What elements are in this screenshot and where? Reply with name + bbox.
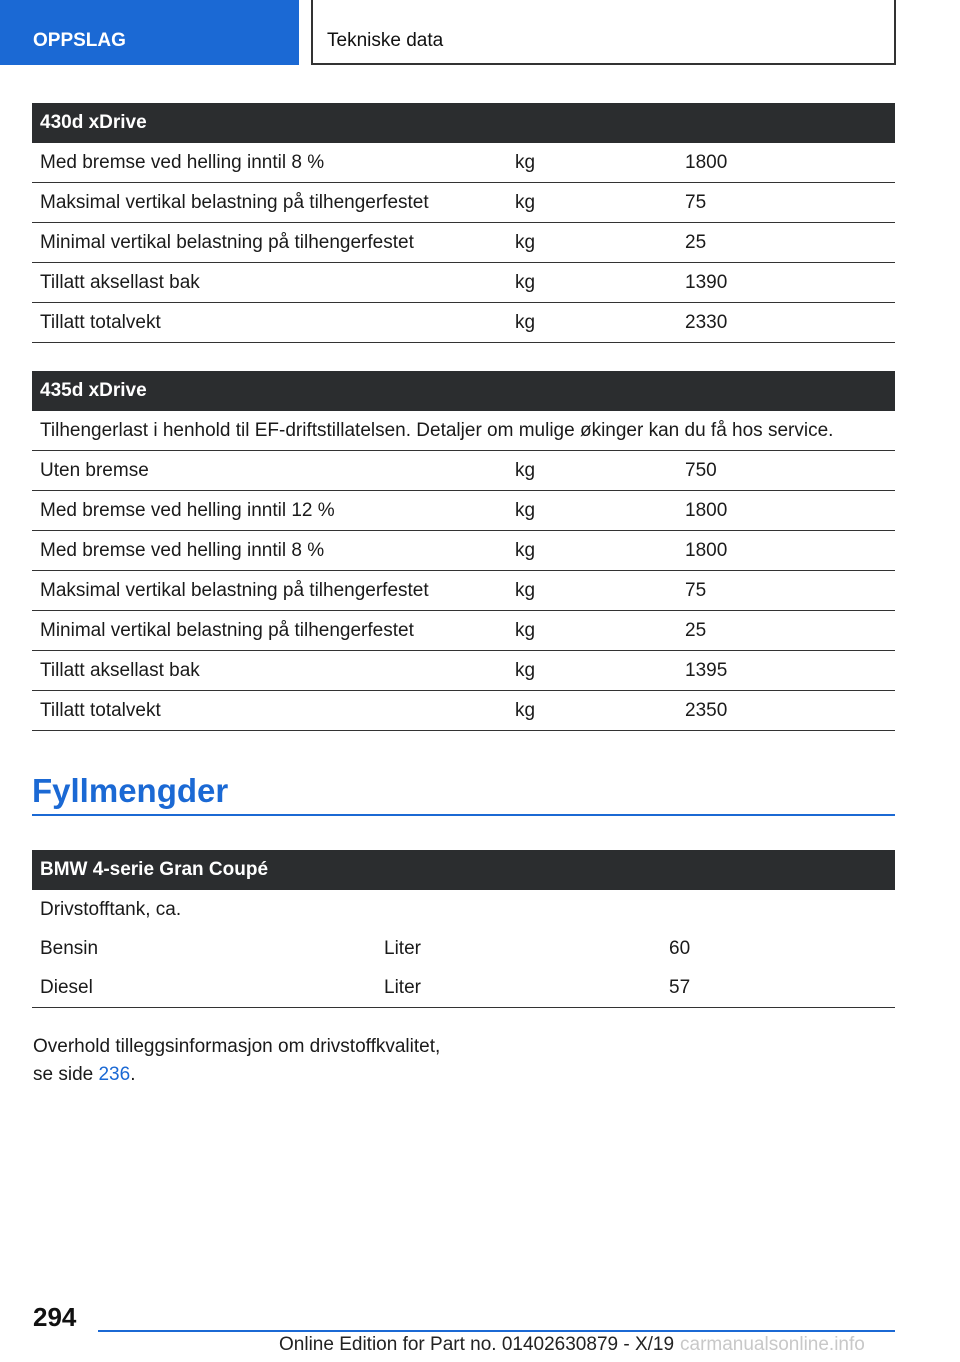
table-note: Tilhengerlast i henhold til EF-driftstillatelsen. Detaljer om mulige økinger kan du få hos service. — [32, 411, 895, 451]
note-line-2-suffix: . — [130, 1064, 136, 1085]
row-unit: kg — [507, 303, 677, 343]
row-value: 2350 — [677, 691, 895, 731]
row-value: 1800 — [677, 531, 895, 571]
row-value: 1800 — [677, 143, 895, 183]
row-label: Diesel — [32, 968, 376, 1008]
row-value: 2330 — [677, 303, 895, 343]
row-unit: Liter — [376, 968, 661, 1008]
table-header: BMW 4-serie Gran Coupé — [32, 850, 895, 890]
table-row — [32, 571, 895, 611]
row-value: 25 — [677, 223, 895, 263]
row-value: 60 — [669, 937, 691, 959]
section-title: Fyllmengder — [32, 772, 895, 816]
row-label: Med bremse ved helling inntil 8 % — [32, 531, 507, 571]
row-unit: kg — [507, 611, 677, 651]
watermark: carmanualsonline.info — [680, 1334, 865, 1355]
row-unit: kg — [507, 263, 677, 303]
footer-edition: Online Edition for Part no. 01402630879 - X/19 — [279, 1334, 675, 1355]
section-tab-label: OPPSLAG — [33, 30, 126, 51]
table-subtitle: Drivstofftank, ca. — [40, 898, 182, 920]
row-unit: kg — [507, 143, 677, 183]
table-row — [32, 691, 895, 731]
row-label: Med bremse ved helling inntil 8 % — [32, 143, 507, 183]
table-fuel-capacity — [32, 850, 895, 1008]
table-row — [32, 611, 895, 651]
row-value: 1800 — [677, 491, 895, 531]
row-value: 75 — [677, 571, 895, 611]
table-row — [32, 491, 895, 531]
row-unit: kg — [507, 531, 677, 571]
note-line-2-prefix: se side — [33, 1064, 99, 1085]
row-label: Tillatt totalvekt — [32, 691, 507, 731]
table-435d-xdrive — [32, 371, 895, 731]
row-label: Tillatt totalvekt — [32, 303, 507, 343]
row-label: Maksimal vertikal belastning på tilhengerfestet — [32, 183, 507, 223]
table-row — [32, 968, 895, 1008]
row-value: 1395 — [677, 651, 895, 691]
row-label: Minimal vertikal belastning på tilhengerfestet — [32, 223, 507, 263]
row-unit: kg — [507, 571, 677, 611]
table-row — [32, 651, 895, 691]
row-value: 57 — [661, 968, 895, 1008]
table-row — [32, 143, 895, 183]
row-unit: kg — [507, 491, 677, 531]
row-value: 25 — [677, 611, 895, 651]
row-value: 1390 — [677, 263, 895, 303]
table-row — [32, 183, 895, 223]
page-reference-link[interactable]: 236 — [98, 1064, 131, 1085]
section-tab[interactable] — [0, 0, 299, 65]
row-label: Bensin — [40, 937, 99, 959]
row-unit: kg — [507, 691, 677, 731]
row-unit: Liter — [384, 937, 421, 959]
row-label: Tillatt aksellast bak — [32, 651, 507, 691]
table-subtitle-row — [32, 890, 895, 929]
row-unit: kg — [507, 451, 677, 491]
table-header: 430d xDrive — [32, 103, 895, 143]
chapter-title — [311, 0, 896, 65]
footer-divider — [98, 1330, 895, 1332]
row-label: Maksimal vertikal belastning på tilhengerfestet — [32, 571, 507, 611]
row-unit: kg — [507, 183, 677, 223]
table-row — [32, 223, 895, 263]
row-label: Tillatt aksellast bak — [32, 263, 507, 303]
table-note-row — [32, 411, 895, 451]
table-row — [32, 451, 895, 491]
row-value: 75 — [677, 183, 895, 223]
table-row — [32, 929, 895, 968]
note-line-1: Overhold tilleggsinformasjon om drivstoffkvalitet, — [33, 1036, 441, 1057]
table-header: 435d xDrive — [32, 371, 895, 411]
row-unit: kg — [507, 651, 677, 691]
chapter-title-label: Tekniske data — [327, 30, 444, 51]
table-row — [32, 263, 895, 303]
table-430d-xdrive — [32, 103, 895, 343]
row-label: Minimal vertikal belastning på tilhengerfestet — [32, 611, 507, 651]
row-value: 750 — [677, 451, 895, 491]
row-unit: kg — [507, 223, 677, 263]
page-number: 294 — [33, 1302, 77, 1332]
table-row — [32, 303, 895, 343]
row-label: Med bremse ved helling inntil 12 % — [32, 491, 507, 531]
table-row — [32, 531, 895, 571]
fuel-quality-note — [33, 1033, 473, 1089]
row-label: Uten bremse — [32, 451, 507, 491]
